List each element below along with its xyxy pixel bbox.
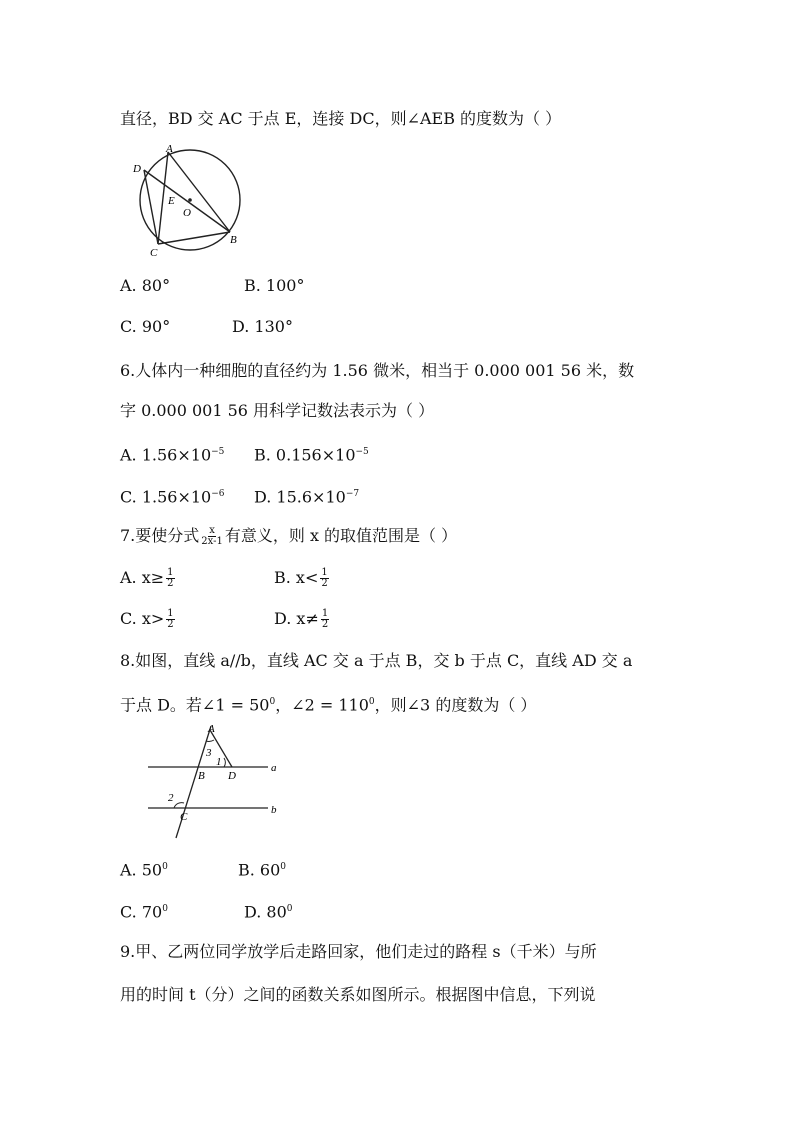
q8-label-d-point: D: [228, 770, 236, 782]
q9-stem-line1: 9.甲、乙两位同学放学后走路回家，他们走过的路程 s（千米）与所: [120, 942, 597, 961]
q8-label-line-a: a: [271, 762, 277, 774]
q5-circle-figure: [130, 140, 250, 258]
q5-option-d: D. 130°: [232, 317, 293, 336]
q5-option-a: A. 80°: [120, 276, 171, 295]
q5-option-c: C. 90°: [120, 317, 171, 336]
q7-option-b: B. x< $\frac{1}{2}$: [274, 567, 328, 589]
q8-label-b-point: B: [198, 770, 205, 782]
q6-stem-line2: 字 0.000 001 56 用科学记数法表示为（ ）: [120, 401, 435, 420]
q7-stem: 7.要使分式 $\frac{x}{2x-1}$ 有意义，则 x 的取值范围是（ ）: [120, 525, 458, 547]
q8-label-3: 3: [206, 747, 212, 759]
q6-option-b: B. $0.156\times 10^{-5}$: [254, 445, 369, 465]
q6-option-d: D. $15.6\times 10^{-7}$: [254, 487, 360, 507]
q7-option-d: D. x≠ $\frac{1}{2}$: [274, 608, 329, 630]
q8-label-line-b: b: [271, 804, 277, 816]
q6-option-a: A. $1.56\times 10^{-5}$: [120, 445, 225, 465]
q8-label-c-point: C: [180, 811, 188, 823]
q6-option-c: C. $1.56\times 10^{-6}$: [120, 487, 225, 507]
q5-label-o: O: [183, 207, 191, 219]
q8-option-b: B. $60^0$: [238, 860, 287, 880]
q5-label-a: A: [166, 143, 173, 155]
q8-label-1: 1: [216, 756, 222, 768]
q7-option-c: C. x> $\frac{1}{2}$: [120, 608, 174, 630]
q8-option-c: C. $70^0$: [120, 902, 168, 922]
q8-parallel-lines-figure: [140, 718, 290, 842]
q8-stem-line2: 于点 D。若∠1 = $50^0$，∠2 = $110^0$，则∠3 的度数为（ ）: [120, 695, 537, 715]
q5-option-b: B. 100°: [244, 276, 305, 295]
q5-label-d: D: [133, 163, 141, 175]
q8-option-d: D. $80^0$: [244, 902, 293, 922]
q8-option-a: A. $50^0$: [120, 860, 168, 880]
q5-label-e: E: [168, 195, 175, 207]
q8-label-a-point: A: [208, 723, 215, 735]
q5-label-c: C: [150, 247, 158, 258]
q7-fraction: $\frac{x}{2x-1}$: [201, 525, 223, 547]
q8-stem-line1: 8.如图，直线 a//b，直线 AC 交 a 于点 B，交 b 于点 C，直线 AD 交 a: [120, 651, 633, 670]
q7-option-a: A. x≥ $\frac{1}{2}$: [120, 567, 174, 589]
q8-label-2: 2: [168, 792, 174, 804]
q5-label-b: B: [230, 234, 237, 246]
q9-stem-line2: 用的时间 t（分）之间的函数关系如图所示。根据图中信息，下列说: [120, 985, 596, 1004]
q6-stem-line1: 6.人体内一种细胞的直径约为 1.56 微米，相当于 0.000 001 56 米，数: [120, 361, 635, 380]
q5-stem: 直径，BD 交 AC 于点 E，连接 DC，则∠AEB 的度数为（ ）: [120, 109, 562, 128]
